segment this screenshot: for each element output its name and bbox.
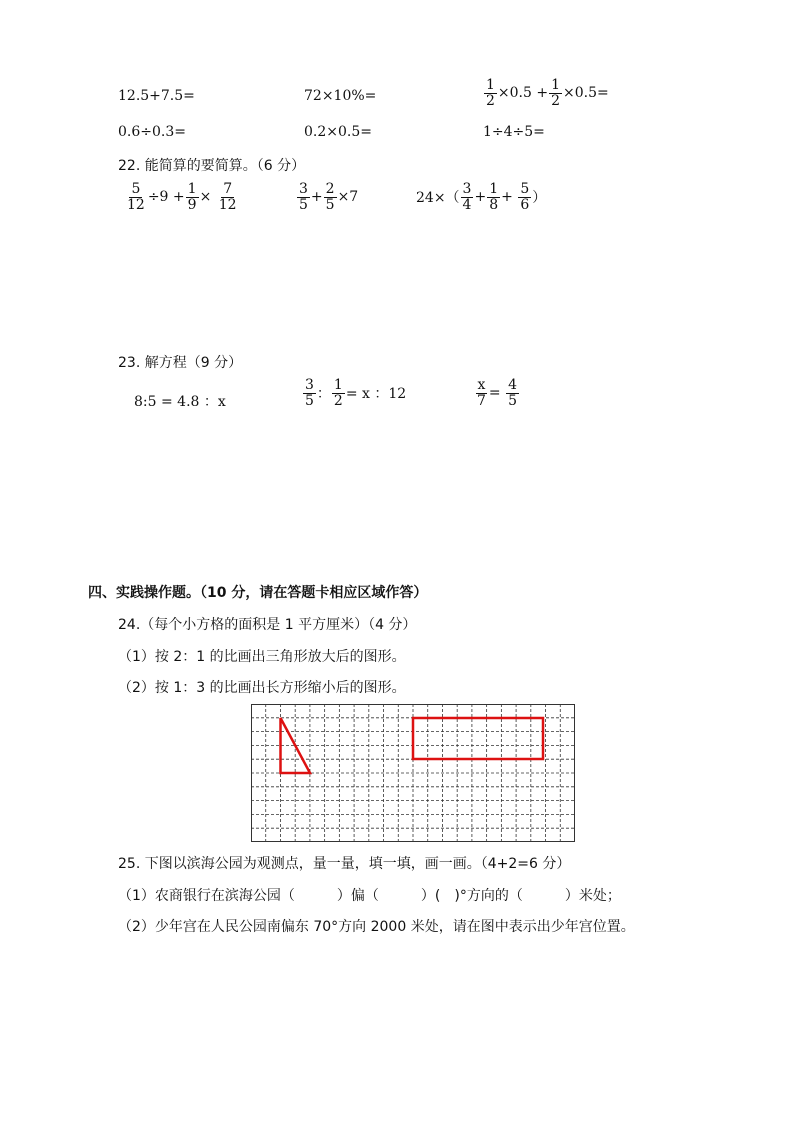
calc-item: 0.6÷0.3= bbox=[118, 124, 186, 140]
question-24-title: 24.（每个小方格的面积是 1 平方厘米）（4 分） bbox=[118, 617, 417, 633]
q22-expression-3: 24×（ $\frac{3}{4}$ + $\frac{1}{8}$ + $\frac{5}{6}$ ） bbox=[416, 181, 547, 213]
question-23-title: 23. 解方程（9 分） bbox=[118, 355, 243, 371]
fraction: $\frac{1}{2}$ bbox=[486, 77, 495, 109]
q22-expression-1: $\frac{5}{12}$ ÷9 + $\frac{1}{9}$ × $\frac{7}{12}$ bbox=[127, 181, 237, 213]
question-24-part-1: （1）按 2：1 的比画出三角形放大后的图形。 bbox=[118, 649, 406, 665]
q23-equation-1: 8:5 = 4.8 ：x bbox=[134, 394, 226, 410]
red-rectangle bbox=[413, 718, 543, 759]
calc-item: 0.2×0.5= bbox=[304, 124, 372, 140]
question-24-part-2: （2）按 1：3 的比画出长方形缩小后的图形。 bbox=[118, 680, 406, 696]
calc-item: $\frac{1}{2}$ ×0.5 + $\frac{1}{2}$ ×0.5= bbox=[486, 77, 609, 109]
calc-item: 72×10%= bbox=[304, 88, 377, 104]
q23-equation-3: $\frac{x}{7}$ = $\frac{4}{5}$ bbox=[477, 377, 518, 409]
question-25-title: 25. 下图以滨海公园为观测点，量一量，填一填，画一画。（4+2=6 分） bbox=[118, 856, 571, 872]
section-4-heading: 四、实践操作题。（10 分，请在答题卡相应区域作答） bbox=[88, 585, 428, 601]
question-25-part-1: （1）农商银行在滨海公园（ ）偏（ ）( )°方向的（ ）米处； bbox=[118, 888, 621, 904]
question-22-title: 22. 能简算的要简算。（6 分） bbox=[118, 158, 306, 174]
calc-item: 12.5+7.5= bbox=[118, 88, 195, 104]
calc-item: 1÷4÷5= bbox=[483, 124, 545, 140]
square-grid-figure bbox=[251, 704, 575, 842]
q23-equation-2: $\frac{3}{5}$ ： $\frac{1}{2}$ = x ：12 bbox=[305, 377, 407, 409]
q22-expression-2: $\frac{3}{5}$ + $\frac{2}{5}$ ×7 bbox=[299, 181, 359, 213]
fraction: $\frac{1}{2}$ bbox=[551, 77, 561, 109]
question-25-part-2: （2）少年宫在人民公园南偏东 70°方向 2000 米处，请在图中表示出少年宫位置。 bbox=[118, 919, 635, 935]
